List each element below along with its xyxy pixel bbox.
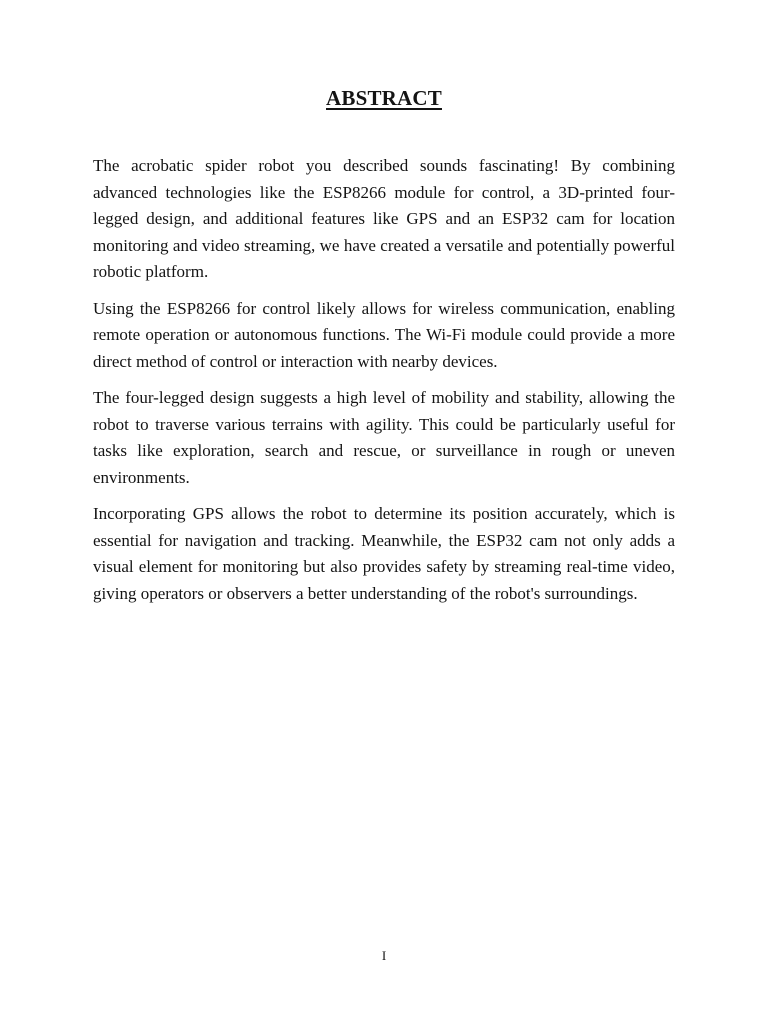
paragraph: Incorporating GPS allows the robot to determine its position accurately, which is essential for navigation and tracking. Meanwhile, the ESP32 cam not only adds a visual element for monitoring but also provides safety by streaming real-time video, giving operators or observers a better understanding of the robot's surroundings. [93,504,675,603]
abstract-body [93,153,675,617]
page-number: I [381,948,387,963]
page-title: ABSTRACT [326,86,442,110]
paragraph: The four-legged design suggests a high level of mobility and stability, allowing the robot to traverse various terrains with agility. This could be particularly useful for tasks like exploration, search and rescue, or surveillance in rough or uneven environments. [93,388,675,487]
paragraph: Using the ESP8266 for control likely allows for wireless communication, enabling remote operation or autonomous functions. The Wi-Fi module could provide a more direct method of control or interaction with nearby devices. [93,298,675,371]
paragraph: The acrobatic spider robot you described sounds fascinating! By combining advanced technologies like the ESP8266 module for control, a 3D-printed four-legged design, and additional features like GPS and an ESP32 cam for location monitoring and video streaming, we have created a versatile and potentially powerful robotic platform. [93,156,675,281]
